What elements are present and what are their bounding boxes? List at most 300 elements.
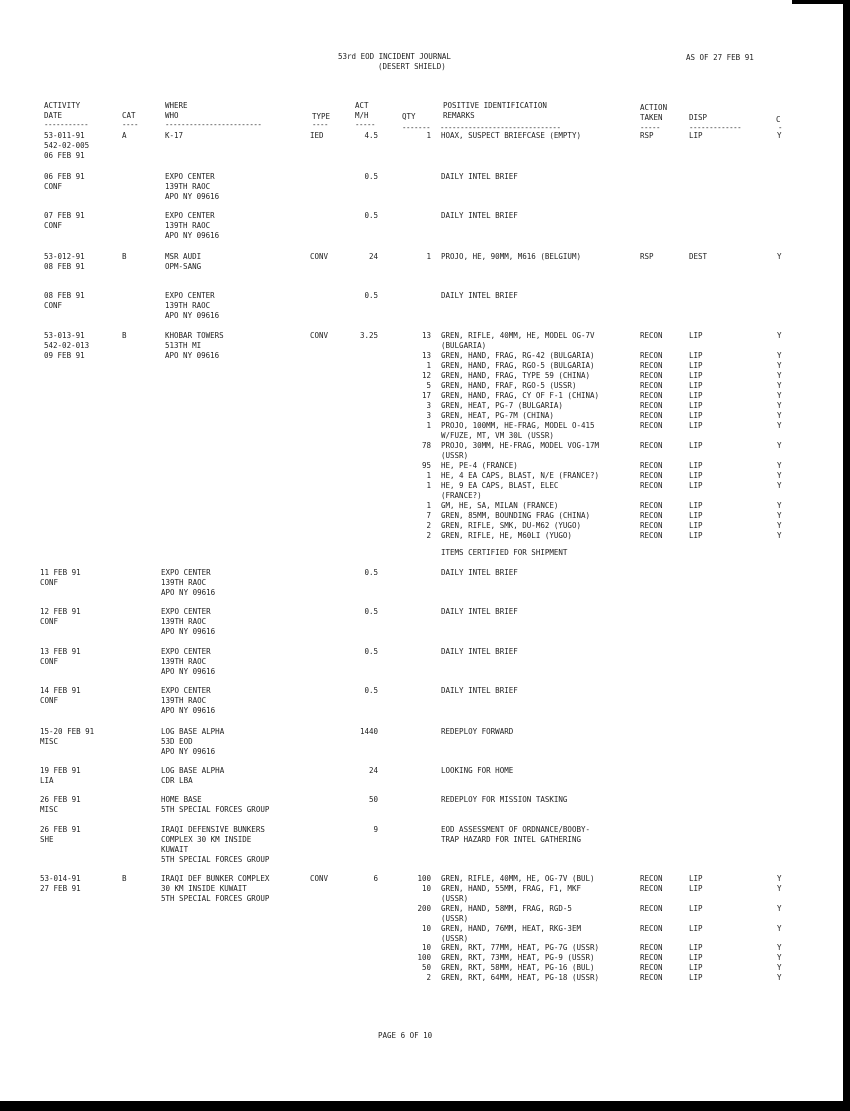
activity-date-line: SHE <box>40 835 54 844</box>
item-remarks-line: HE, 9 EA CAPS, BLAST, ELEC <box>441 481 559 490</box>
item-remarks-line: GREN, RIFLE, 40MM, HE, MODEL OG-7V <box>441 331 595 340</box>
disposition: LIP <box>689 481 703 490</box>
where-who-line: 5TH SPECIAL FORCES GROUP <box>161 894 270 903</box>
underline-c: - <box>778 123 783 132</box>
item-remarks-line: TRAP HAZARD FOR INTEL GATHERING <box>441 835 581 844</box>
where-who-line: EXPO CENTER <box>165 211 215 220</box>
item-remarks-line: GREN, HAND, 76MM, HEAT, RKG-3EM <box>441 924 581 933</box>
action-taken: RECON <box>640 874 663 883</box>
incident-category: A <box>122 131 127 140</box>
activity-date-line: 53-011-91 <box>44 131 85 140</box>
action-taken: RECON <box>640 361 663 370</box>
c-flag: Y <box>777 131 782 140</box>
incident-category: B <box>122 331 127 340</box>
item-remarks <box>441 924 581 944</box>
action-taken: RECON <box>640 391 663 400</box>
item-remarks <box>441 421 595 441</box>
item-quantity: 13 <box>421 331 431 340</box>
col-header-act: ACT <box>355 101 369 110</box>
item-remarks <box>441 131 581 141</box>
man-hours: 0.5 <box>364 291 378 300</box>
c-flag: Y <box>777 351 782 360</box>
as-of-date: AS OF 27 FEB 91 <box>686 53 754 62</box>
underline-qty: ------- <box>402 123 431 132</box>
c-flag: Y <box>777 481 782 490</box>
item-quantity: 17 <box>421 391 431 400</box>
activity-date <box>44 331 89 361</box>
where-who-line: 5TH SPECIAL FORCES GROUP <box>161 855 270 864</box>
activity-date-line: CONF <box>40 696 59 705</box>
underline-act: ----- <box>355 120 376 129</box>
activity-date-line: 542-02-013 <box>44 341 90 350</box>
item-quantity: 1 <box>426 361 431 370</box>
activity-date-line: 53-014-91 <box>40 874 81 883</box>
c-flag: Y <box>777 361 782 370</box>
item-remarks-line: DAILY INTEL BRIEF <box>441 607 518 616</box>
item-remarks-line: DAILY INTEL BRIEF <box>441 291 518 300</box>
item-remarks <box>441 943 599 953</box>
incident-type: IED <box>310 131 324 140</box>
c-flag: Y <box>777 471 782 480</box>
where-who-line: IRAQI DEF BUNKER COMPLEX <box>161 874 270 883</box>
item-remarks-line: DAILY INTEL BRIEF <box>441 172 518 181</box>
activity-date <box>40 874 81 894</box>
activity-date-line: MISC <box>40 805 59 814</box>
man-hours: 9 <box>373 825 378 834</box>
disposition: LIP <box>689 501 703 510</box>
item-quantity: 100 <box>417 874 431 883</box>
item-remarks-line: EOD ASSESSMENT OF ORDNANCE/BOOBY- <box>441 825 591 834</box>
item-remarks-line: (USSR) <box>441 934 469 943</box>
item-remarks <box>441 172 518 182</box>
disposition: LIP <box>689 401 703 410</box>
activity-date-line: CONF <box>40 617 59 626</box>
activity-date <box>40 647 81 667</box>
c-flag: Y <box>777 401 782 410</box>
item-remarks <box>441 963 595 973</box>
item-remarks <box>441 607 518 617</box>
where-who-line: EXPO CENTER <box>165 291 215 300</box>
action-taken: RECON <box>640 381 663 390</box>
c-flag: Y <box>777 441 782 450</box>
c-flag: Y <box>777 531 782 540</box>
item-remarks-line: GREN, 85MM, BOUNDING FRAG (CHINA) <box>441 511 591 520</box>
where-who-line: 139TH RAOC <box>165 301 211 310</box>
activity-date <box>44 172 85 192</box>
col-header-cat: CAT <box>122 111 136 120</box>
item-remarks-line: GREN, HAND, 55MM, FRAG, F1, MKF <box>441 884 581 893</box>
item-remarks <box>441 211 518 221</box>
action-taken: RECON <box>640 421 663 430</box>
item-remarks-line: (FRANCE?) <box>441 491 482 500</box>
c-flag: Y <box>777 381 782 390</box>
underline-activity: ----------- <box>44 120 89 129</box>
where-who-line: EXPO CENTER <box>165 172 215 181</box>
c-flag: Y <box>777 963 782 972</box>
item-remarks-line: GREN, HAND, FRAG, RG-42 (BULGARIA) <box>441 351 595 360</box>
item-remarks <box>441 381 576 391</box>
where-who-line: 53D EOD <box>161 737 193 746</box>
where-who-line: LOG BASE ALPHA <box>161 727 225 736</box>
underline-cat: ---- <box>122 120 139 129</box>
action-taken: RECON <box>640 953 663 962</box>
c-flag: Y <box>777 391 782 400</box>
col-header-positive-id: POSITIVE IDENTIFICATION <box>443 101 547 110</box>
item-quantity: 1 <box>426 252 431 261</box>
c-flag: Y <box>777 421 782 430</box>
col-header-type: TYPE <box>312 112 331 121</box>
where-who-line: APO NY 09616 <box>161 747 216 756</box>
where-who-line: 139TH RAOC <box>161 578 207 587</box>
where-who <box>161 874 269 904</box>
where-who-line: IRAQI DEFENSIVE BUNKERS <box>161 825 265 834</box>
disposition: LIP <box>689 884 703 893</box>
action-taken: RECON <box>640 371 663 380</box>
c-flag: Y <box>777 874 782 883</box>
item-remarks-line: PROJO, HE, 90MM, M616 (BELGIUM) <box>441 252 581 261</box>
disposition: LIP <box>689 351 703 360</box>
action-taken: RECON <box>640 331 663 340</box>
action-taken: RECON <box>640 511 663 520</box>
activity-date-line: 12 FEB 91 <box>40 607 81 616</box>
item-remarks <box>441 904 572 924</box>
item-quantity: 10 <box>421 884 431 893</box>
action-taken: RECON <box>640 351 663 360</box>
col-header-taken: TAKEN <box>640 113 663 122</box>
item-remarks-line: GM, HE, SA, MILAN (FRANCE) <box>441 501 559 510</box>
item-quantity: 50 <box>421 963 431 972</box>
disposition: LIP <box>689 461 703 470</box>
c-flag: Y <box>777 973 782 982</box>
disposition: LIP <box>689 331 703 340</box>
activity-date-line: CONF <box>44 301 63 310</box>
man-hours: 0.5 <box>364 172 378 181</box>
item-remarks-line: GREN, RIFLE, 40MM, HE, OG-7V (BUL) <box>441 874 595 883</box>
col-header-remarks: REMARKS <box>443 111 475 120</box>
incident-type: CONV <box>310 252 329 261</box>
action-taken: RECON <box>640 461 663 470</box>
item-quantity: 100 <box>417 953 431 962</box>
item-remarks-line: LOOKING FOR HOME <box>441 766 514 775</box>
where-who-line: APO NY 09616 <box>161 627 216 636</box>
disposition: LIP <box>689 973 703 982</box>
man-hours: 0.5 <box>364 607 378 616</box>
action-taken: RECON <box>640 521 663 530</box>
where-who-line: APO NY 09616 <box>161 667 216 676</box>
item-remarks <box>441 521 581 531</box>
disposition: DEST <box>689 252 708 261</box>
disposition: LIP <box>689 521 703 530</box>
where-who <box>165 131 183 141</box>
item-remarks-line: DAILY INTEL BRIEF <box>441 686 518 695</box>
item-remarks-line: DAILY INTEL BRIEF <box>441 568 518 577</box>
action-taken: RECON <box>640 481 663 490</box>
item-remarks-line: HE, 4 EA CAPS, BLAST, N/E (FRANCE?) <box>441 471 600 480</box>
item-remarks-line: GREN, HEAT, PG-7M (CHINA) <box>441 411 554 420</box>
activity-date-line: 53-013-91 <box>44 331 85 340</box>
item-quantity: 10 <box>421 943 431 952</box>
item-remarks <box>441 331 595 351</box>
item-remarks-line: GREN, HAND, FRAG, CY OF F-1 (CHINA) <box>441 391 600 400</box>
where-who <box>161 568 215 598</box>
item-remarks-line: (USSR) <box>441 894 469 903</box>
disposition: LIP <box>689 411 703 420</box>
disposition: LIP <box>689 511 703 520</box>
item-remarks-line: REDEPLOY FOR MISSION TASKING <box>441 795 568 804</box>
where-who-line: EXPO CENTER <box>161 568 211 577</box>
activity-date <box>44 131 89 161</box>
activity-date <box>40 766 81 786</box>
item-remarks <box>441 481 558 501</box>
item-quantity: 95 <box>421 461 431 470</box>
item-remarks-line: DAILY INTEL BRIEF <box>441 211 518 220</box>
where-who-line: APO NY 09616 <box>165 311 220 320</box>
action-taken: RECON <box>640 501 663 510</box>
col-header-activity: ACTIVITY <box>44 101 81 110</box>
activity-date-line: 27 FEB 91 <box>40 884 81 893</box>
item-quantity: 3 <box>426 411 431 420</box>
entry-note: ITEMS CERTIFIED FOR SHIPMENT <box>441 548 568 557</box>
item-remarks <box>441 501 558 511</box>
where-who-line: 513TH MI <box>165 341 202 350</box>
where-who-line: EXPO CENTER <box>161 647 211 656</box>
disposition: LIP <box>689 963 703 972</box>
item-remarks-line: GREN, RIFLE, HE, M60LI (YUGO) <box>441 531 572 540</box>
scan-edge-right <box>843 0 850 1111</box>
action-taken: RECON <box>640 411 663 420</box>
activity-date-line: CONF <box>44 182 63 191</box>
where-who-line: K-17 <box>165 131 184 140</box>
item-remarks-line: (USSR) <box>441 914 469 923</box>
item-remarks <box>441 252 581 262</box>
where-who-line: APO NY 09616 <box>165 192 220 201</box>
disposition: LIP <box>689 371 703 380</box>
where-who-line: 139TH RAOC <box>165 221 211 230</box>
man-hours: 6 <box>373 874 378 883</box>
action-taken: RECON <box>640 441 663 450</box>
activity-date-line: 06 FEB 91 <box>44 151 85 160</box>
action-taken: RECON <box>640 904 663 913</box>
item-quantity: 3 <box>426 401 431 410</box>
item-remarks-line: REDEPLOY FORWARD <box>441 727 514 736</box>
c-flag: Y <box>777 904 782 913</box>
item-quantity: 78 <box>421 441 431 450</box>
where-who-line: KUWAIT <box>161 845 189 854</box>
item-remarks <box>441 795 567 805</box>
disposition: LIP <box>689 391 703 400</box>
item-remarks <box>441 401 563 411</box>
c-flag: Y <box>777 511 782 520</box>
item-quantity: 2 <box>426 973 431 982</box>
disposition: LIP <box>689 904 703 913</box>
item-quantity: 200 <box>417 904 431 913</box>
item-remarks-line: GREN, RKT, 64MM, HEAT, PG-18 (USSR) <box>441 973 600 982</box>
item-remarks-line: GREN, HAND, FRAG, TYPE 59 (CHINA) <box>441 371 591 380</box>
c-flag: Y <box>777 461 782 470</box>
col-header-disp: DISP <box>689 113 708 122</box>
item-remarks <box>441 511 590 521</box>
col-header-where: WHERE <box>165 101 188 110</box>
col-header-who: WHO <box>165 111 179 120</box>
journal-subtitle: (DESERT SHIELD) <box>378 62 446 71</box>
man-hours: 4.5 <box>364 131 378 140</box>
underline-where: ------------------------ <box>165 120 262 129</box>
activity-date <box>40 727 94 747</box>
activity-date-line: 09 FEB 91 <box>44 351 85 360</box>
activity-date <box>40 686 81 706</box>
item-remarks <box>441 686 518 696</box>
item-remarks-line: GREN, RIFLE, SMK, DU-M62 (YUGO) <box>441 521 581 530</box>
disposition: LIP <box>689 381 703 390</box>
item-remarks <box>441 825 590 845</box>
c-flag: Y <box>777 521 782 530</box>
incident-type: CONV <box>310 331 329 340</box>
item-remarks-line: GREN, HEAT, PG-7 (BULGARIA) <box>441 401 563 410</box>
man-hours: 24 <box>368 766 378 775</box>
item-remarks <box>441 471 599 481</box>
c-flag: Y <box>777 331 782 340</box>
item-remarks <box>441 973 599 983</box>
scan-edge-bottom <box>0 1101 850 1111</box>
activity-date-line: MISC <box>40 737 59 746</box>
action-taken: RSP <box>640 252 654 261</box>
col-header-mh: M/H <box>355 111 369 120</box>
where-who <box>165 252 201 272</box>
activity-date-line: 26 FEB 91 <box>40 795 81 804</box>
where-who-line: EXPO CENTER <box>161 686 211 695</box>
item-remarks-line: GREN, RKT, 73MM, HEAT, PG-9 (USSR) <box>441 953 595 962</box>
activity-date-line: CONF <box>40 657 59 666</box>
where-who-line: 139TH RAOC <box>165 182 211 191</box>
where-who <box>165 331 224 361</box>
disposition: LIP <box>689 131 703 140</box>
item-remarks <box>441 884 581 904</box>
c-flag: Y <box>777 411 782 420</box>
item-quantity: 1 <box>426 131 431 140</box>
disposition: LIP <box>689 874 703 883</box>
where-who <box>161 795 269 815</box>
where-who <box>161 607 215 637</box>
item-quantity: 2 <box>426 521 431 530</box>
action-taken: RECON <box>640 943 663 952</box>
c-flag: Y <box>777 501 782 510</box>
page-number: PAGE 6 OF 10 <box>378 1031 433 1040</box>
man-hours: 0.5 <box>364 211 378 220</box>
underline-disp: ------------- <box>689 123 742 132</box>
item-quantity: 12 <box>421 371 431 380</box>
where-who-line: 139TH RAOC <box>161 696 207 705</box>
where-who-line: APO NY 09616 <box>161 706 216 715</box>
action-taken: RECON <box>640 471 663 480</box>
item-quantity: 2 <box>426 531 431 540</box>
item-remarks-line: PROJO, 30MM, HE-FRAG, MODEL VOG-17M <box>441 441 600 450</box>
where-who-line: APO NY 09616 <box>165 231 220 240</box>
where-who-line: COMPLEX 30 KM INSIDE <box>161 835 252 844</box>
incident-category: B <box>122 874 127 883</box>
item-remarks-line: HE, PE-4 (FRANCE) <box>441 461 518 470</box>
item-remarks <box>441 953 595 963</box>
item-remarks <box>441 391 599 401</box>
item-remarks-line: (BULGARIA) <box>441 341 487 350</box>
activity-date-line: 07 FEB 91 <box>44 211 85 220</box>
item-remarks <box>441 441 599 461</box>
item-remarks <box>441 647 518 657</box>
where-who-line: 139TH RAOC <box>161 657 207 666</box>
item-remarks-line: GREN, HAND, FRAF, RGO-5 (USSR) <box>441 381 577 390</box>
activity-date <box>40 795 81 815</box>
activity-date-line: 542-02-005 <box>44 141 90 150</box>
where-who-line: 139TH RAOC <box>161 617 207 626</box>
item-remarks <box>441 361 595 371</box>
man-hours: 0.5 <box>364 568 378 577</box>
activity-date-line: CONF <box>40 578 59 587</box>
man-hours: 0.5 <box>364 647 378 656</box>
action-taken: RECON <box>640 963 663 972</box>
item-remarks <box>441 371 590 381</box>
item-remarks <box>441 461 518 471</box>
item-remarks-line: GREN, HAND, FRAG, RGO-5 (BULGARIA) <box>441 361 595 370</box>
where-who <box>161 727 224 757</box>
action-taken: RECON <box>640 884 663 893</box>
activity-date-line: 26 FEB 91 <box>40 825 81 834</box>
where-who-line: OPM-SANG <box>165 262 202 271</box>
c-flag: Y <box>777 884 782 893</box>
underline-remarks: ------------------------------ <box>440 123 561 132</box>
item-quantity: 1 <box>426 481 431 490</box>
item-remarks <box>441 351 595 361</box>
where-who-line: HOME BASE <box>161 795 202 804</box>
activity-date <box>44 291 85 311</box>
where-who <box>165 211 219 241</box>
item-remarks-line: (USSR) <box>441 451 469 460</box>
col-header-c: C <box>776 115 781 124</box>
c-flag: Y <box>777 924 782 933</box>
where-who <box>161 686 215 716</box>
activity-date-line: 14 FEB 91 <box>40 686 81 695</box>
disposition: LIP <box>689 531 703 540</box>
activity-date-line: 19 FEB 91 <box>40 766 81 775</box>
item-remarks-line: W/FUZE, MT, VM 30L (USSR) <box>441 431 554 440</box>
incident-type: CONV <box>310 874 329 883</box>
col-header-action: ACTION <box>640 103 668 112</box>
disposition: LIP <box>689 471 703 480</box>
activity-date <box>40 568 81 588</box>
disposition: LIP <box>689 953 703 962</box>
item-remarks-line: DAILY INTEL BRIEF <box>441 647 518 656</box>
item-remarks <box>441 411 554 421</box>
activity-date-line: 11 FEB 91 <box>40 568 81 577</box>
man-hours: 3.25 <box>359 331 378 340</box>
journal-title: 53rd EOD INCIDENT JOURNAL <box>338 52 451 61</box>
col-header-date: DATE <box>44 111 63 120</box>
action-taken: RECON <box>640 401 663 410</box>
where-who-line: APO NY 09616 <box>161 588 216 597</box>
item-remarks <box>441 568 518 578</box>
action-taken: RECON <box>640 531 663 540</box>
activity-date <box>40 825 81 845</box>
where-who <box>165 291 219 321</box>
disposition: LIP <box>689 943 703 952</box>
underline-type: ---- <box>312 120 329 129</box>
item-remarks-line: GREN, RKT, 77MM, HEAT, PG-7G (USSR) <box>441 943 600 952</box>
c-flag: Y <box>777 371 782 380</box>
where-who-line: 30 KM INSIDE KUWAIT <box>161 884 247 893</box>
item-remarks <box>441 727 513 737</box>
activity-date-line: 08 FEB 91 <box>44 291 85 300</box>
activity-date-line: 08 FEB 91 <box>44 262 85 271</box>
where-who-line: CDR LBA <box>161 776 193 785</box>
item-remarks-line: PROJO, 100MM, HE-FRAG, MODEL O-415 <box>441 421 595 430</box>
